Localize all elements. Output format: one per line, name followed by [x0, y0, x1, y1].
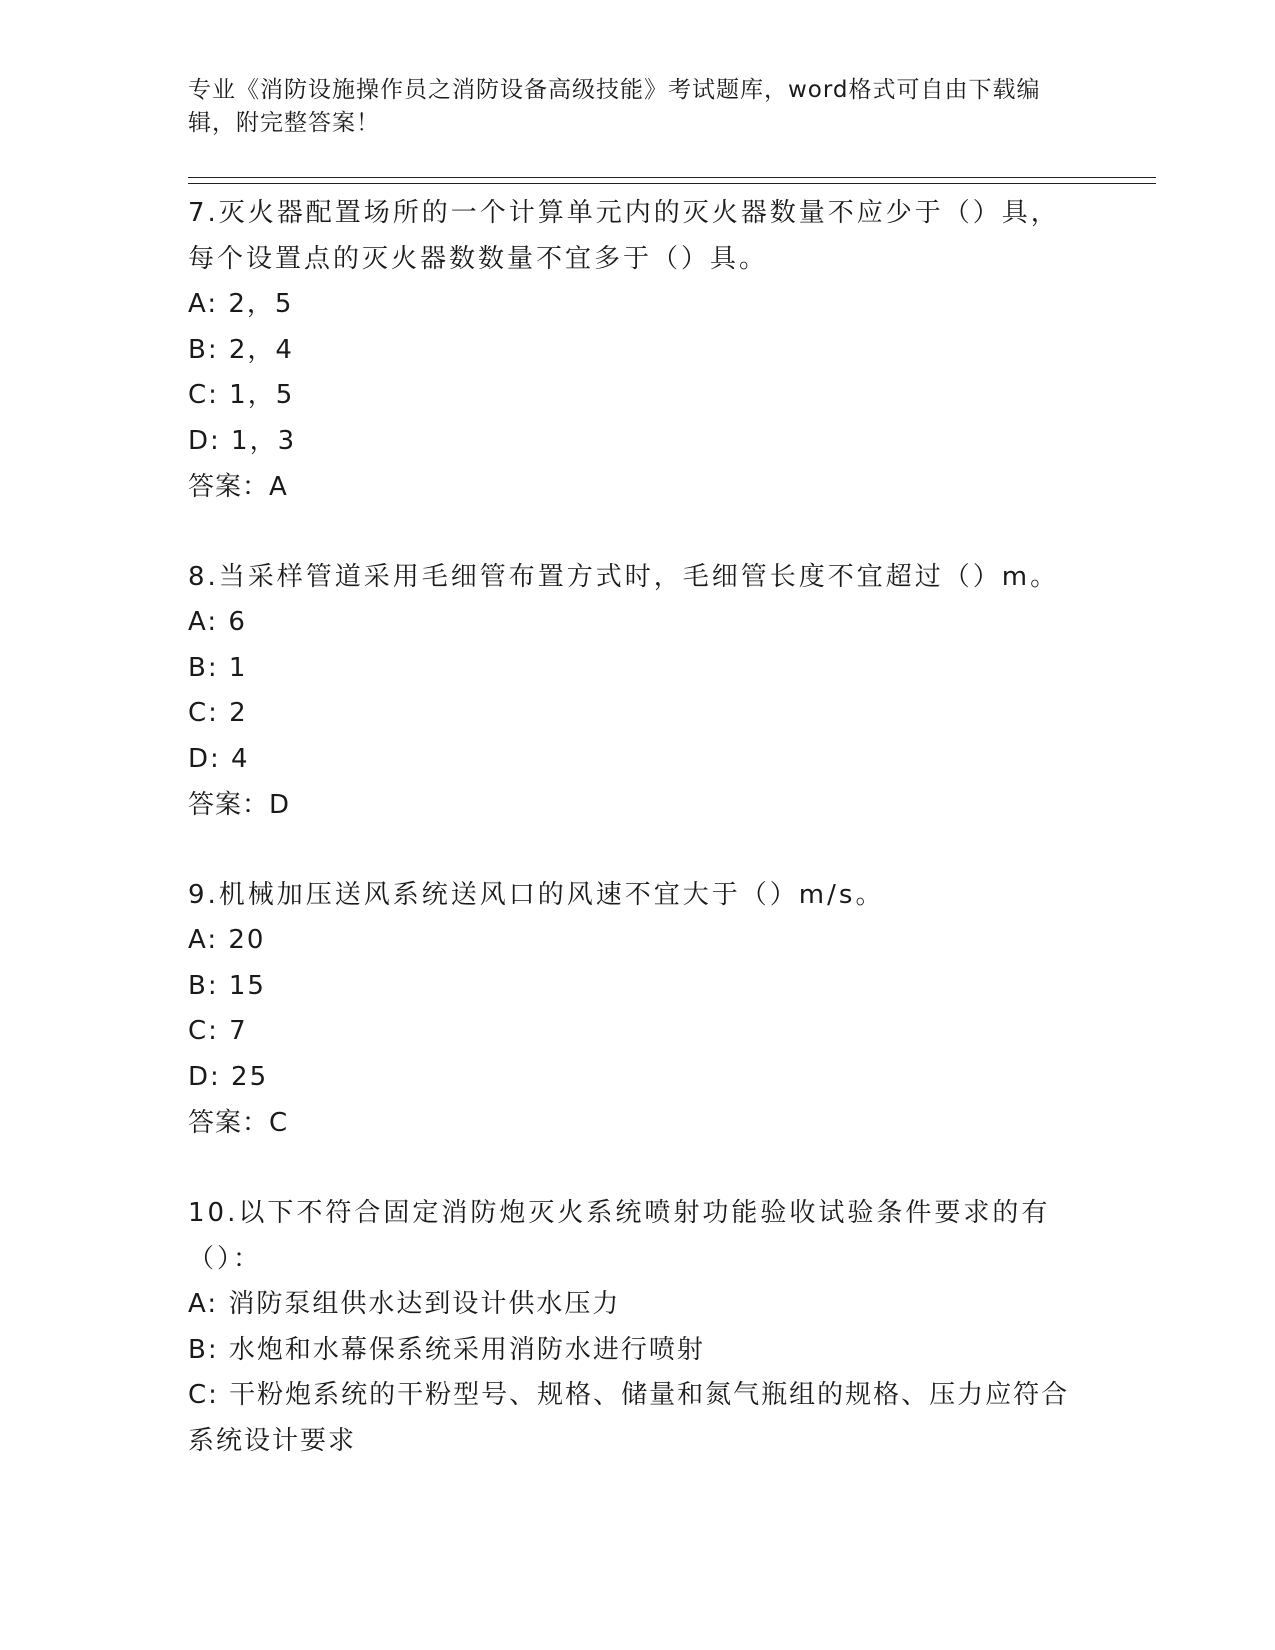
- option-c: C: 干粉炮系统的干粉型号、规格、储量和氮气瓶组的规格、压力应符合系统设计要求: [188, 1380, 1070, 1456]
- option-b: B: 水炮和水幕保系统采用消防水进行喷射: [188, 1334, 705, 1365]
- option-c: C: 1，5: [188, 380, 295, 410]
- option-a: A: 6: [188, 607, 247, 637]
- option-d: D: 4: [188, 743, 250, 774]
- option-d: D: 1，3: [188, 425, 297, 456]
- option-a: A: 20: [188, 925, 266, 955]
- question-item: [188, 872, 1088, 1146]
- answer-label: 答案：C: [188, 1108, 289, 1138]
- answer-label: 答案：D: [188, 790, 291, 820]
- header-divider-bottom: [188, 183, 1156, 184]
- question-item: [188, 1190, 1088, 1464]
- option-b: B: 2，4: [188, 334, 294, 365]
- question-stem: 10.以下不符合固定消防炮灭火系统喷射功能验收试验条件要求的有（）：: [188, 1198, 1051, 1274]
- question-stem: 7.灭火器配置场所的一个计算单元内的灭火器数量不应少于（）具，每个设置点的灭火器数数量不宜多于（）具。: [188, 198, 1060, 274]
- answer-label: 答案：A: [188, 472, 288, 502]
- question-list: [188, 190, 1088, 1508]
- question-item: [188, 190, 1088, 510]
- option-c: C: 7: [188, 1016, 248, 1046]
- option-b: B: 1: [188, 652, 248, 683]
- question-stem: 9.机械加压送风系统送风口的风速不宜大于（）m/s。: [188, 880, 885, 910]
- option-b: B: 15: [188, 970, 266, 1001]
- option-d: D: 25: [188, 1061, 269, 1092]
- option-c: C: 2: [188, 698, 248, 728]
- question-stem: 8.当采样管道采用毛细管布置方式时，毛细管长度不宜超过（）m。: [188, 562, 1060, 592]
- question-item: [188, 554, 1088, 828]
- option-a: A: 2，5: [188, 289, 294, 319]
- header-divider-top: [188, 177, 1156, 178]
- option-a: A: 消防泵组供水达到设计供水压力: [188, 1289, 621, 1319]
- document-header: 专业《消防设施操作员之消防设备高级技能》考试题库，word格式可自由下载编辑，附完整答案！: [188, 77, 1041, 136]
